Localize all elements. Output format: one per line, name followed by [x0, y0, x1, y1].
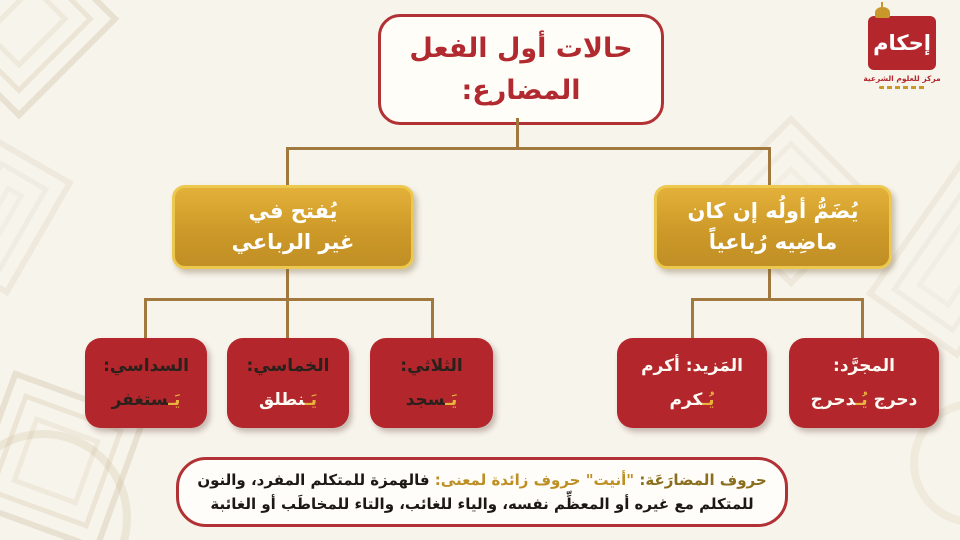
node-label: المَزيد: أكرم [641, 356, 743, 376]
connector [286, 147, 289, 187]
node-khumasi [227, 338, 349, 428]
node-example: يَـسجد [405, 390, 458, 410]
node-mazid [617, 338, 767, 428]
footer-note [176, 457, 788, 527]
title-line-1: حالات أول الفعل [409, 32, 633, 64]
mudaraah-letter: يَـ [445, 390, 458, 410]
node-label: المجرَّد: [833, 356, 895, 376]
mudaraah-letter: يُـ [702, 390, 715, 410]
node-label: السداسي: [103, 356, 189, 376]
logo-tagline-ornament [879, 86, 925, 89]
node-example: يَـستغفر [111, 390, 181, 410]
background-ornament [0, 0, 119, 119]
node-thulathi [370, 338, 493, 428]
connector [861, 298, 864, 340]
footer-line-1 [197, 468, 766, 492]
connector [768, 147, 771, 187]
footer-line-2: للمتكلم مع غيره أو المعظِّم نفسه، والياء للغائب، والتاء للمخاطَب أو الغائبة [210, 495, 754, 513]
background-ornament [0, 136, 74, 296]
footer-black-tail: فالهمزة للمتكلم المفرد، والنون [197, 471, 430, 489]
footer-gold-lead: حروف المضارَعَة: [639, 471, 767, 489]
connector [144, 298, 147, 340]
connector [144, 298, 434, 301]
connector [286, 298, 289, 340]
branch-non-quadriliteral [172, 185, 414, 269]
connector [691, 298, 694, 340]
footer-gold-rest: "أنيت" حروف زائدة لمعنى: [434, 471, 635, 489]
node-mujarrad [789, 338, 939, 428]
branch-left-line-1: يُفتح في [248, 198, 338, 223]
branch-left-line-2: غير الرباعي [231, 230, 355, 254]
node-example: دحرج يُـدحرج [810, 390, 918, 410]
mudaraah-letter: يَـ [304, 390, 317, 410]
node-example: يَـنطلق [259, 390, 317, 410]
branch-right-line-2: ماضِيه رُباعياً [708, 230, 838, 254]
connector [286, 147, 771, 150]
node-label: الثلاثي: [400, 356, 463, 376]
logo-title: إحكام [873, 31, 931, 55]
mudaraah-letter: يَـ [168, 390, 181, 410]
connector [431, 298, 434, 340]
connector [516, 118, 519, 149]
branch-quadriliteral [654, 185, 892, 269]
connector [691, 298, 864, 301]
title-line-2: المضارع: [461, 74, 581, 106]
logo [856, 16, 948, 89]
node-label: الخماسي: [246, 356, 330, 376]
title-box [378, 14, 664, 125]
mudaraah-letter: يُـ [855, 390, 868, 410]
branch-right-line-1: يُضَمُّ أولُه إن كان [687, 198, 859, 223]
logo-subtitle: مركز للعلوم الشرعية [863, 74, 941, 83]
mosque-dome-icon [875, 7, 890, 18]
node-sudasi [85, 338, 207, 428]
node-example: يُـكرم [669, 390, 715, 410]
logo-mark [868, 16, 936, 70]
